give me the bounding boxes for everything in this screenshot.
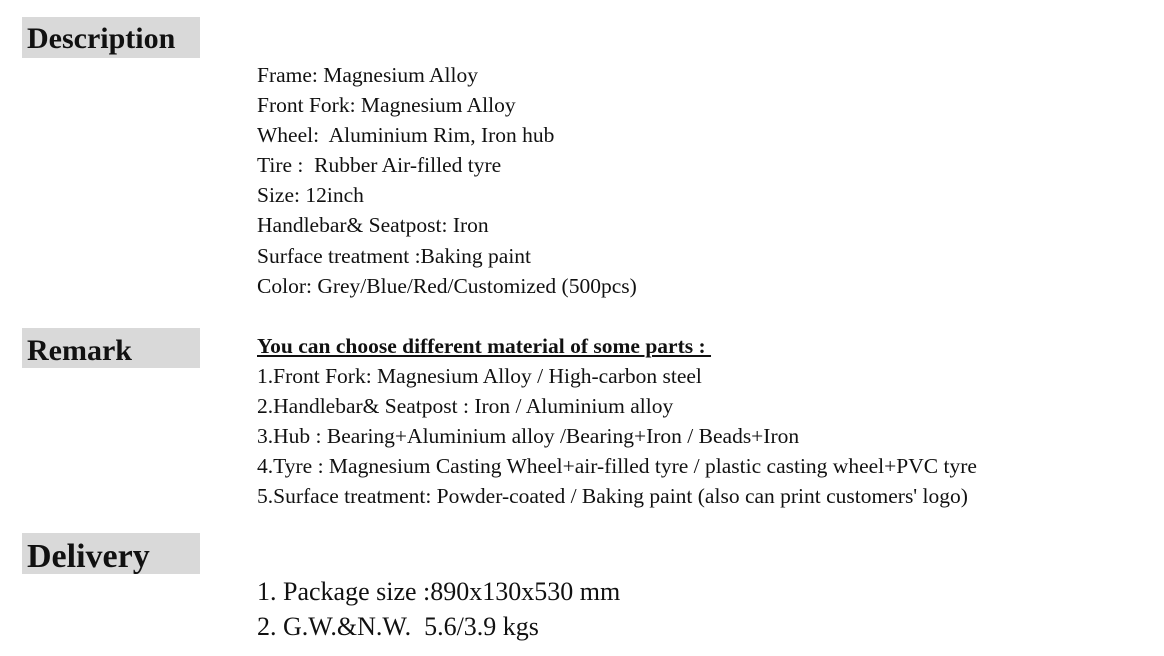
delivery-line-weight: 2. G.W.&N.W. 5.6/3.9 kgs [257, 612, 539, 641]
section-label-description: Description [22, 17, 200, 58]
remark-line-tyre: 4.Tyre : Magnesium Casting Wheel+air-filled tyre / plastic casting wheel+PVC tyre [257, 454, 977, 479]
description-line-surface: Surface treatment :Baking paint [257, 243, 532, 268]
description-line-size: Size: 12inch [257, 183, 364, 208]
section-label-delivery: Delivery [22, 533, 200, 574]
description-line-front-fork: Front Fork: Magnesium Alloy [257, 93, 516, 118]
description-list [257, 60, 637, 301]
description-line-frame: Frame: Magnesium Alloy [257, 63, 478, 87]
description-line-color: Color: Grey/Blue/Red/Customized (500pcs) [257, 273, 637, 298]
remark-list [257, 331, 977, 512]
delivery-list [257, 574, 620, 644]
remark-line-front-fork: 1.Front Fork: Magnesium Alloy / High-carbon steel [257, 364, 702, 389]
delivery-line-package-size: 1. Package size :890x130x530 mm [257, 577, 621, 606]
description-line-tire: Tire : Rubber Air-filled tyre [257, 153, 502, 178]
remark-line-surface: 5.Surface treatment: Powder-coated / Baking paint (also can print customers' logo) [257, 484, 968, 509]
description-line-handlebar: Handlebar& Seatpost: Iron [257, 213, 489, 238]
description-line-wheel: Wheel: Aluminium Rim, Iron hub [257, 123, 555, 148]
remark-heading: You can choose different material of some parts : [257, 334, 712, 358]
remark-line-handlebar: 2.Handlebar& Seatpost : Iron / Aluminium alloy [257, 394, 674, 419]
remark-line-hub: 3.Hub : Bearing+Aluminium alloy /Bearing+Iron / Beads+Iron [257, 424, 800, 449]
section-label-remark: Remark [22, 328, 200, 368]
